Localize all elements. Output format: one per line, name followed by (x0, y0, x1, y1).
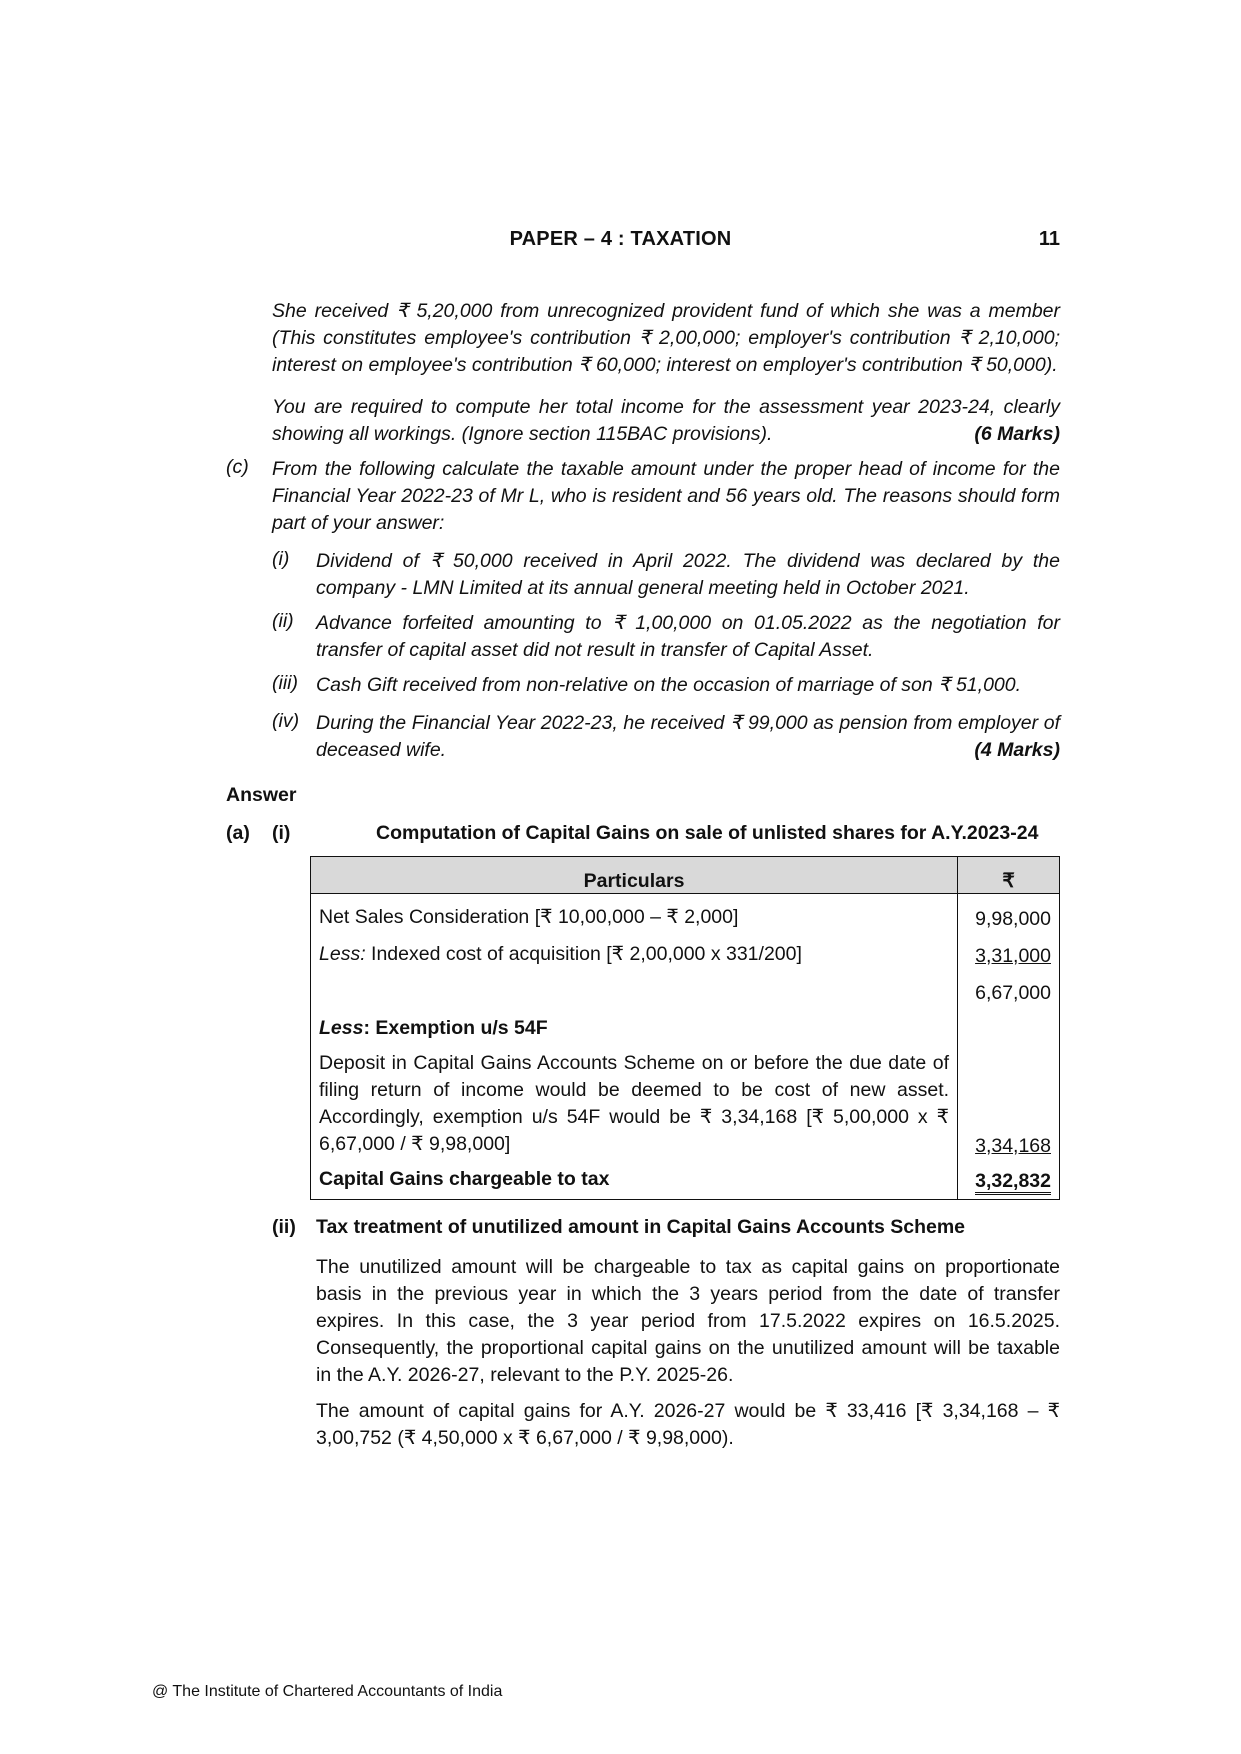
row-amount (958, 931, 1060, 968)
answer-heading: Answer (226, 784, 297, 806)
table-row (311, 1162, 1060, 1200)
row-amount (958, 1042, 1060, 1162)
table-row (311, 931, 1060, 968)
page-header-title: PAPER – 4 : TAXATION (509, 228, 732, 250)
answer-i-label: (i) (272, 822, 291, 844)
answer-ii-title: Tax treatment of unutilized amount in Capital Gains Accounts Scheme (316, 1216, 966, 1238)
answer-ii-paragraph: The unutilized amount will be chargeable to tax as capital gains on proportionate basis in the previous year in which the 3 years period from the date of transfer expires. In this case, the 3 year period from 17.5.2022 expires on 16.5.2025. Consequently, the proportional capital gains on the unutilized amount will be taxable in the A.Y. 2026-27, relevant to the P.Y. 2025-26. (316, 1256, 1060, 1386)
table-row (311, 1042, 1060, 1162)
header-particulars: Particulars (311, 857, 958, 894)
question-item-text: Cash Gift received from non-relative on the occasion of marriage of son ₹ 51,000. (316, 674, 1022, 696)
table-title: Computation of Capital Gains on sale of unlisted shares for A.Y.2023-24 (376, 822, 1039, 844)
table-row (311, 968, 1060, 1005)
amount-value: 3,32,832 (975, 1170, 1051, 1195)
row-description (311, 1005, 958, 1042)
question-item-block (316, 710, 1060, 764)
amount-value: 3,31,000 (975, 944, 1051, 967)
row-text: : Exemption u/s 54F (363, 1016, 548, 1039)
row-description: Net Sales Consideration [₹ 10,00,000 – ₹ 2,000] (311, 894, 958, 931)
question-item-text: Advance forfeited amounting to ₹ 1,00,000 on 01.05.2022 as the negotiation for transfer of capital asset did not result in transfer of Capital Asset. (316, 612, 1060, 661)
capital-gains-table (310, 856, 1060, 1200)
intro-paragraph: She received ₹ 5,20,000 from unrecognized provident fund of which she was a member (This constitutes employee's contribution ₹ 2,00,000; employer's contribution ₹ 2,10,000; interest on employee's contribution ₹ 60,000; interest on employer's contribution ₹ 50,000). (272, 300, 1060, 376)
row-amount (958, 1005, 1060, 1042)
amount-value: 3,34,168 (975, 1134, 1051, 1157)
question-item-label: (iv) (272, 710, 300, 732)
question-c-text: From the following calculate the taxable amount under the proper head of income for the Financial Year 2022-23 of Mr L, who is resident and 56 years old. The reasons should form part of your answer: (272, 458, 1060, 534)
less-label: Less (319, 1016, 364, 1039)
table-row (311, 894, 1060, 931)
row-amount (958, 1162, 1060, 1200)
less-label: Less: (319, 942, 366, 965)
question-item-label: (ii) (272, 610, 294, 632)
question-item-text: Dividend of ₹ 50,000 received in April 2022. The dividend was declared by the company - LMN Limited at its annual general meeting held in October 2021. (316, 550, 1060, 599)
row-description: Deposit in Capital Gains Accounts Scheme on or before the due date of filing return of income would be deemed to be cost of new asset. Accordingly, exemption u/s 54F would be ₹ 3,34,168 [₹ 5,00,000 x ₹ 6,67,000 / ₹ 9,98,000] (311, 1042, 958, 1162)
answer-a-label: (a) (226, 822, 250, 844)
row-description (311, 931, 958, 968)
question-item-label: (iii) (272, 672, 298, 694)
table-row (311, 1005, 1060, 1042)
instruction-text: You are required to compute her total income for the assessment year 2023-24, clearly showing all workings. (Ignore section 115BAC provisions). (272, 396, 1060, 445)
answer-ii-paragraph: The amount of capital gains for A.Y. 2026-27 would be ₹ 33,416 [₹ 3,34,168 – ₹ 3,00,752 (₹ 4,50,000 x ₹ 6,67,000 / ₹ 9,98,000). (316, 1400, 1060, 1449)
question-instruction (272, 394, 1060, 448)
question-c-label: (c) (226, 456, 249, 478)
row-amount: 9,98,000 (958, 894, 1060, 931)
row-description: Capital Gains chargeable to tax (311, 1162, 958, 1200)
marks-label: (6 Marks) (974, 423, 1060, 445)
answer-ii-label: (ii) (272, 1216, 296, 1238)
page-number: 11 (1038, 228, 1060, 250)
header-amount: ₹ (958, 857, 1060, 894)
table-header-row (311, 857, 1060, 894)
marks-label: (4 Marks) (974, 739, 1060, 761)
question-item-label: (i) (272, 548, 290, 570)
question-item-text: During the Financial Year 2022-23, he received ₹ 99,000 as pension from employer of deceased wife. (316, 712, 1060, 761)
page-footer: @ The Institute of Chartered Accountants of India (152, 1683, 503, 1700)
row-description (311, 968, 958, 1005)
row-amount: 6,67,000 (958, 968, 1060, 1005)
row-text: Indexed cost of acquisition [₹ 2,00,000 x 331/200] (371, 942, 802, 965)
